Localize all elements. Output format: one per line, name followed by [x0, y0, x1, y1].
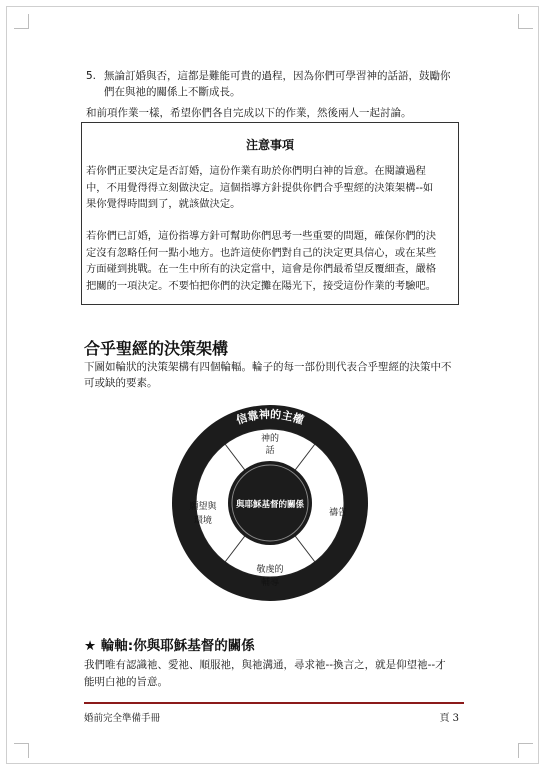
crop-mark: [518, 743, 533, 758]
footer-divider: [84, 702, 464, 704]
section-paragraph-line: 可或缺的要素。: [84, 377, 158, 389]
notice-paragraph: [86, 228, 436, 294]
page-number-value: 3: [452, 713, 459, 724]
rim-label: 信靠神的主權: [234, 407, 306, 428]
subsection-title: 輪軸:你與耶穌基督的關係: [100, 638, 255, 654]
list-item-text: 們在與祂的關係上不斷成長。: [104, 86, 241, 98]
notice-line: 果你覺得時間到了，就該做決定。: [86, 198, 241, 210]
notice-line: 把關的一項決定。不要怕把你們的決定攤在陽光下，接受這份作業的考驗吧。: [86, 279, 437, 292]
notice-box: [81, 122, 459, 305]
spoke-label-left: 環境: [193, 516, 213, 526]
notice-line: 中，不用覺得得立刻做決定。這個指導方針提供你們合乎聖經的決策架構--如: [86, 181, 434, 194]
notice-line: 若你們正要決定是否訂婚，這份作業有助於你們明白神的旨意。在閱讀過程: [86, 165, 426, 177]
page-number: [439, 709, 459, 724]
spoke-label-bottom: 輔導: [260, 578, 280, 588]
spoke-label-bottom: 敬虔的: [256, 565, 284, 575]
spoke-label-right: 禱告: [328, 508, 348, 518]
notice-line: 定沒有忽略任何一點小地方。也許這使你們對自己的決定更具信心，或在某些: [86, 246, 437, 259]
notice-paragraph: [86, 163, 433, 213]
section-heading: 合乎聖經的決策架構: [84, 339, 229, 358]
subsection-heading: [84, 634, 255, 654]
spoke-label-top: 話: [265, 446, 275, 456]
spoke-label-left: 願望與: [189, 502, 217, 512]
notice-line: 若你們已訂婚，這份指導方針可幫助你們思考一些重要的問題，確保你們的決: [86, 230, 437, 242]
subsection-paragraph-line: 我們唯有認識祂、愛祂、順服祂，與祂溝通，尋求祂--換言之，就是仰望祂--才: [84, 659, 446, 671]
star-icon: ★: [84, 638, 97, 654]
footer-title: 婚前完全準備手冊: [84, 713, 161, 724]
list-item-number: 5.: [86, 70, 97, 82]
list-item-text: 無論訂婚與否，這都是難能可貴的過程，因為你們可學習神的話語，鼓勵你: [104, 70, 451, 82]
page-label: 頁: [439, 713, 450, 724]
notice-title: 注意事項: [245, 138, 294, 152]
hub-label: 與耶穌基督的關係: [235, 500, 305, 510]
crop-mark: [14, 14, 29, 29]
notice-line: 方面碰到挑戰。在一生中所有的決定當中，這會是你們最希望反覆細查，嚴格: [86, 263, 437, 275]
spoke-label-top: 神的: [260, 434, 280, 444]
intro-paragraph: 和前項作業一樣，希望你們各自完成以下的作業，然後兩人一起討論。: [86, 107, 412, 119]
decision-wheel-diagram: [170, 403, 370, 603]
crop-mark: [14, 743, 29, 758]
crop-mark: [518, 14, 533, 29]
section-paragraph-line: 下圖如輪狀的決策架構有四個輪輻。輪子的每一部份則代表合乎聖經的決策中不: [84, 361, 452, 373]
subsection-paragraph-line: 能明白祂的旨意。: [84, 676, 168, 688]
